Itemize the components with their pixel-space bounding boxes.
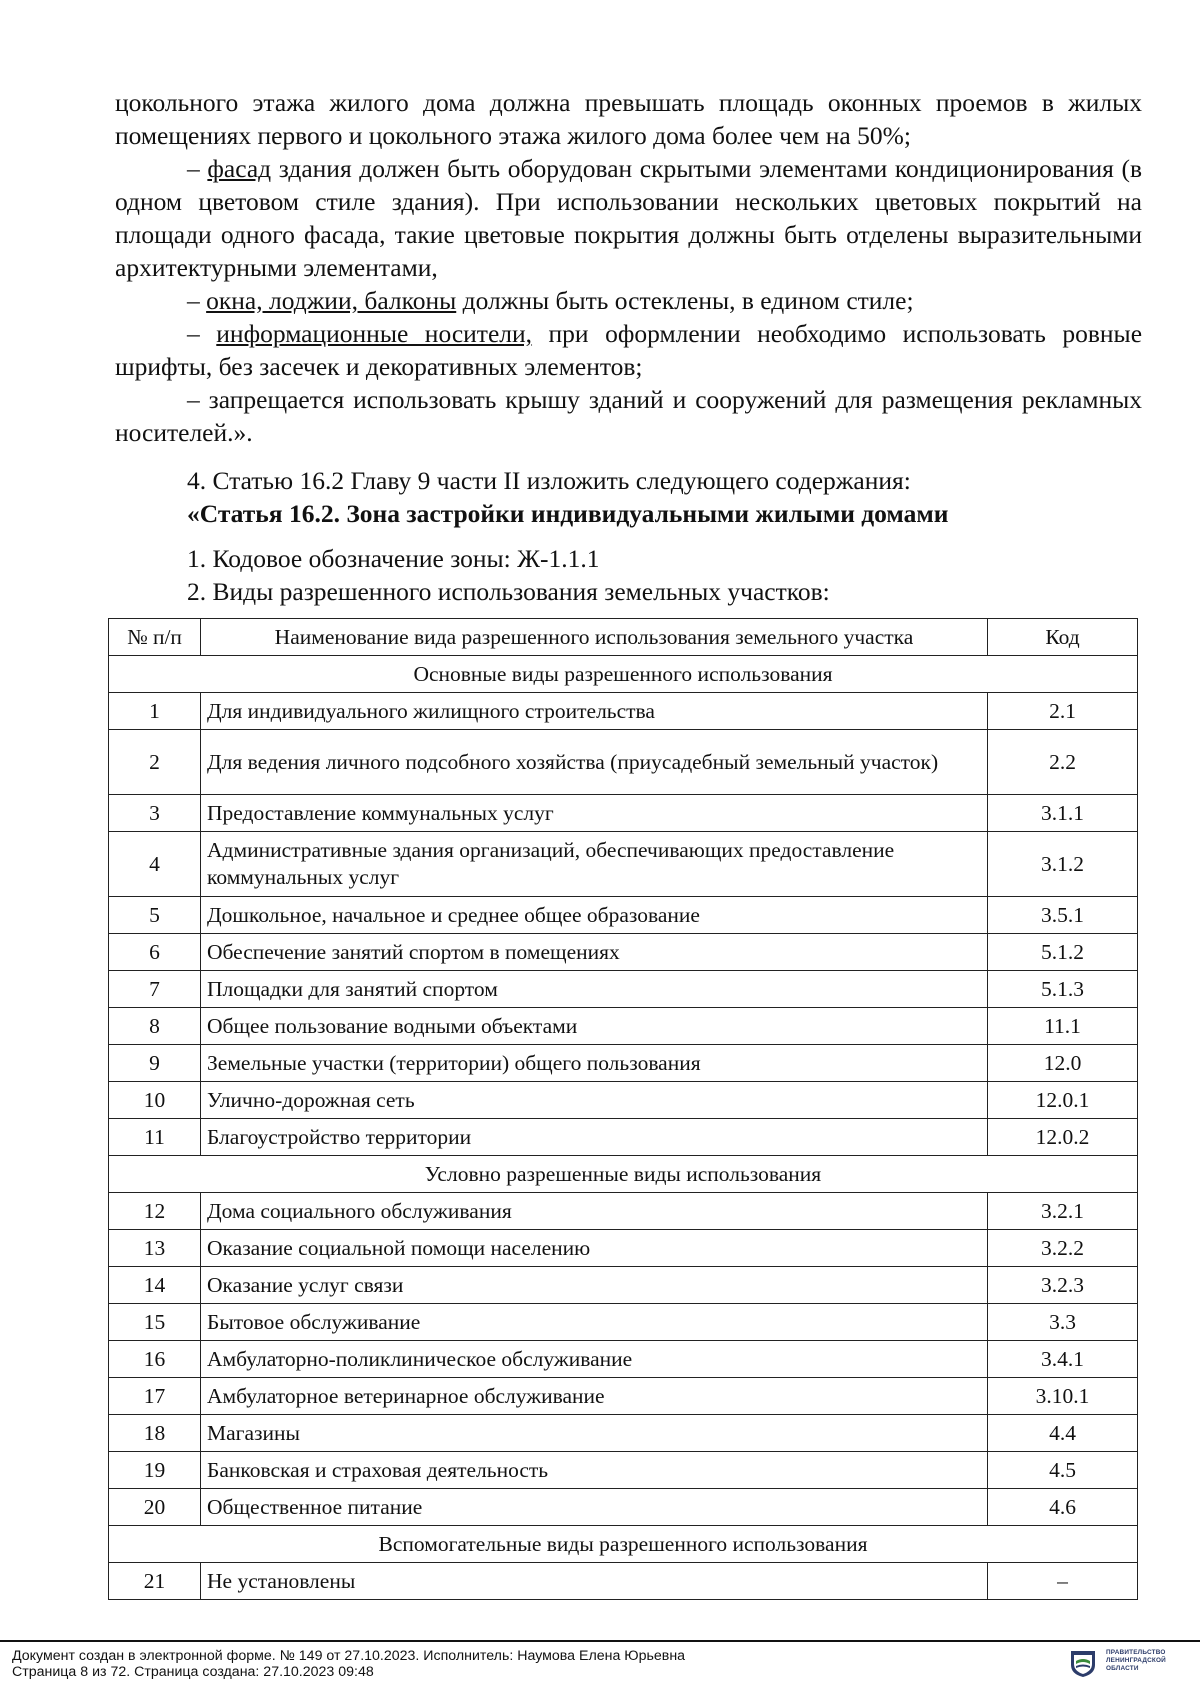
row-name: Оказание социальной помощи населению <box>201 1230 988 1267</box>
table-row <box>109 934 1138 971</box>
table-row <box>109 1341 1138 1378</box>
row-name: Банковская и страховая деятельность <box>201 1452 988 1489</box>
section-conditional-label: Условно разрешенные виды использования <box>109 1156 1138 1193</box>
dash: – <box>187 319 217 348</box>
row-code: – <box>988 1563 1138 1600</box>
dash: – <box>187 286 207 315</box>
row-num: 14 <box>109 1267 201 1304</box>
list-item-4: 4. Статью 16.2 Главу 9 части II изложить следующего содержания: <box>187 466 911 495</box>
row-name: Предоставление коммунальных услуг <box>201 795 988 832</box>
table-row <box>109 730 1138 795</box>
row-name: Площадки для занятий спортом <box>201 971 988 1008</box>
header-name: Наименование вида разрешенного использования земельного участка <box>201 619 988 656</box>
paragraph-roof: – запрещается использовать крышу зданий и сооружений для размещения рекламных носителей.». <box>115 385 1142 447</box>
row-name: Бытовое обслуживание <box>201 1304 988 1341</box>
row-name: Улично-дорожная сеть <box>201 1082 988 1119</box>
row-name: Административные здания организаций, обеспечивающих предоставление коммунальных услуг <box>201 832 988 897</box>
row-name: Обеспечение занятий спортом в помещениях <box>201 934 988 971</box>
table-row <box>109 693 1138 730</box>
row-code: 4.5 <box>988 1452 1138 1489</box>
footer-line-1: Документ создан в электронной форме. № 149 от 27.10.2023. Исполнитель: Наумова Елена Юрьевна <box>12 1648 686 1664</box>
coat-of-arms-icon <box>1068 1648 1098 1678</box>
row-num: 17 <box>109 1378 201 1415</box>
row-code: 2.2 <box>988 730 1138 795</box>
row-num: 7 <box>109 971 201 1008</box>
row-num: 19 <box>109 1452 201 1489</box>
row-code: 3.1.1 <box>988 795 1138 832</box>
table-row <box>109 971 1138 1008</box>
table-row <box>109 1267 1138 1304</box>
paragraph-info-text: при оформлении необходимо использовать ровные шрифты, без засечек и декоративных элементов; <box>115 319 1143 381</box>
row-code: 3.2.3 <box>988 1267 1138 1304</box>
logo-line-2: ЛЕНИНГРАДСКОЙ <box>1106 1657 1166 1664</box>
table-row <box>109 1415 1138 1452</box>
row-name: Магазины <box>201 1415 988 1452</box>
table-row <box>109 1045 1138 1082</box>
table-row <box>109 1082 1138 1119</box>
row-name: Общее пользование водными объектами <box>201 1008 988 1045</box>
table-row <box>109 1230 1138 1267</box>
row-num: 3 <box>109 795 201 832</box>
row-num: 18 <box>109 1415 201 1452</box>
row-code: 3.2.1 <box>988 1193 1138 1230</box>
row-num: 6 <box>109 934 201 971</box>
row-name: Дома социального обслуживания <box>201 1193 988 1230</box>
row-code: 5.1.2 <box>988 934 1138 971</box>
sub-item-2: 2. Виды разрешенного использования земельных участков: <box>187 577 830 606</box>
row-name: Земельные участки (территории) общего пользования <box>201 1045 988 1082</box>
land-use-table <box>108 618 1138 1600</box>
row-code: 3.5.1 <box>988 897 1138 934</box>
paragraph-windows-text: должны быть остеклены, в едином стиле; <box>456 286 914 315</box>
row-num: 2 <box>109 730 201 795</box>
row-code: 3.1.2 <box>988 832 1138 897</box>
row-name: Для индивидуального жилищного строительства <box>201 693 988 730</box>
row-num: 8 <box>109 1008 201 1045</box>
row-num: 1 <box>109 693 201 730</box>
logo-line-3: ОБЛАСТИ <box>1106 1665 1139 1672</box>
table-header-row <box>109 619 1138 656</box>
table-row <box>109 795 1138 832</box>
table-row <box>109 832 1138 897</box>
paragraph-windows <box>115 284 1142 317</box>
paragraph-facade <box>115 152 1142 284</box>
row-num: 21 <box>109 1563 201 1600</box>
row-code: 3.4.1 <box>988 1341 1138 1378</box>
table-row <box>109 1008 1138 1045</box>
row-name: Амбулаторное ветеринарное обслуживание <box>201 1378 988 1415</box>
row-code: 3.10.1 <box>988 1378 1138 1415</box>
row-name: Не установлены <box>201 1563 988 1600</box>
table-row <box>109 1489 1138 1526</box>
article-title: «Статья 16.2. Зона застройки индивидуальными жилыми домами <box>187 499 949 528</box>
table-row <box>109 1304 1138 1341</box>
row-name: Дошкольное, начальное и среднее общее образование <box>201 897 988 934</box>
footer-line-2: Страница 8 из 72. Страница создана: 27.10.2023 09:48 <box>12 1664 374 1680</box>
header-num: № п/п <box>109 619 201 656</box>
row-code: 2.1 <box>988 693 1138 730</box>
paragraph-info-carriers <box>115 317 1142 383</box>
logo-text <box>1106 1649 1166 1673</box>
row-code: 4.4 <box>988 1415 1138 1452</box>
table-row <box>109 897 1138 934</box>
section-row-conditional <box>109 1156 1138 1193</box>
row-name: Для ведения личного подсобного хозяйства (приусадебный земельный участок) <box>201 730 988 795</box>
row-code: 5.1.3 <box>988 971 1138 1008</box>
row-code: 3.3 <box>988 1304 1138 1341</box>
term-facade: фасад <box>207 154 272 183</box>
row-num: 12 <box>109 1193 201 1230</box>
row-code: 3.2.2 <box>988 1230 1138 1267</box>
row-num: 13 <box>109 1230 201 1267</box>
government-logo <box>1068 1648 1193 1684</box>
paragraph-continuation: цокольного этажа жилого дома должна превышать площадь оконных проемов в жилых помещениях первого и цокольного этажа жилого дома более чем на 50%; <box>115 88 1142 150</box>
row-num: 5 <box>109 897 201 934</box>
section-row-main <box>109 656 1138 693</box>
row-num: 9 <box>109 1045 201 1082</box>
table-row <box>109 1563 1138 1600</box>
row-code: 11.1 <box>988 1008 1138 1045</box>
footer-divider <box>0 1640 1200 1642</box>
row-code: 12.0 <box>988 1045 1138 1082</box>
footer-info <box>12 1648 685 1680</box>
row-num: 4 <box>109 832 201 897</box>
term-info-carriers: информационные носители, <box>216 319 533 348</box>
table-row <box>109 1378 1138 1415</box>
row-num: 20 <box>109 1489 201 1526</box>
row-name: Оказание услуг связи <box>201 1267 988 1304</box>
table-row <box>109 1452 1138 1489</box>
table-row <box>109 1119 1138 1156</box>
section-main-label: Основные виды разрешенного использования <box>109 656 1138 693</box>
table-row <box>109 1193 1138 1230</box>
term-windows: окна, лоджии, балконы <box>206 286 457 315</box>
dash: – <box>187 154 208 183</box>
section-auxiliary-label: Вспомогательные виды разрешенного использования <box>109 1526 1138 1563</box>
row-code: 4.6 <box>988 1489 1138 1526</box>
row-num: 10 <box>109 1082 201 1119</box>
row-num: 15 <box>109 1304 201 1341</box>
sub-item-1: 1. Кодовое обозначение зоны: Ж-1.1.1 <box>187 544 600 573</box>
header-code: Код <box>988 619 1138 656</box>
section-row-auxiliary <box>109 1526 1138 1563</box>
row-code: 12.0.1 <box>988 1082 1138 1119</box>
row-num: 16 <box>109 1341 201 1378</box>
paragraph-facade-text: здания должен быть оборудован скрытыми элементами кондиционирования (в одном цветовом стиле здания). При использовании нескольких цветовых покрытий на площади одного фасада, такие цветовые покрытия должны быть отделены выразительными архитектурными элементами, <box>115 154 1143 282</box>
row-name: Общественное питание <box>201 1489 988 1526</box>
row-name: Благоустройство территории <box>201 1119 988 1156</box>
row-num: 11 <box>109 1119 201 1156</box>
logo-line-1: ПРАВИТЕЛЬСТВО <box>1106 1649 1166 1656</box>
row-code: 12.0.2 <box>988 1119 1138 1156</box>
row-name: Амбулаторно-поликлиническое обслуживание <box>201 1341 988 1378</box>
